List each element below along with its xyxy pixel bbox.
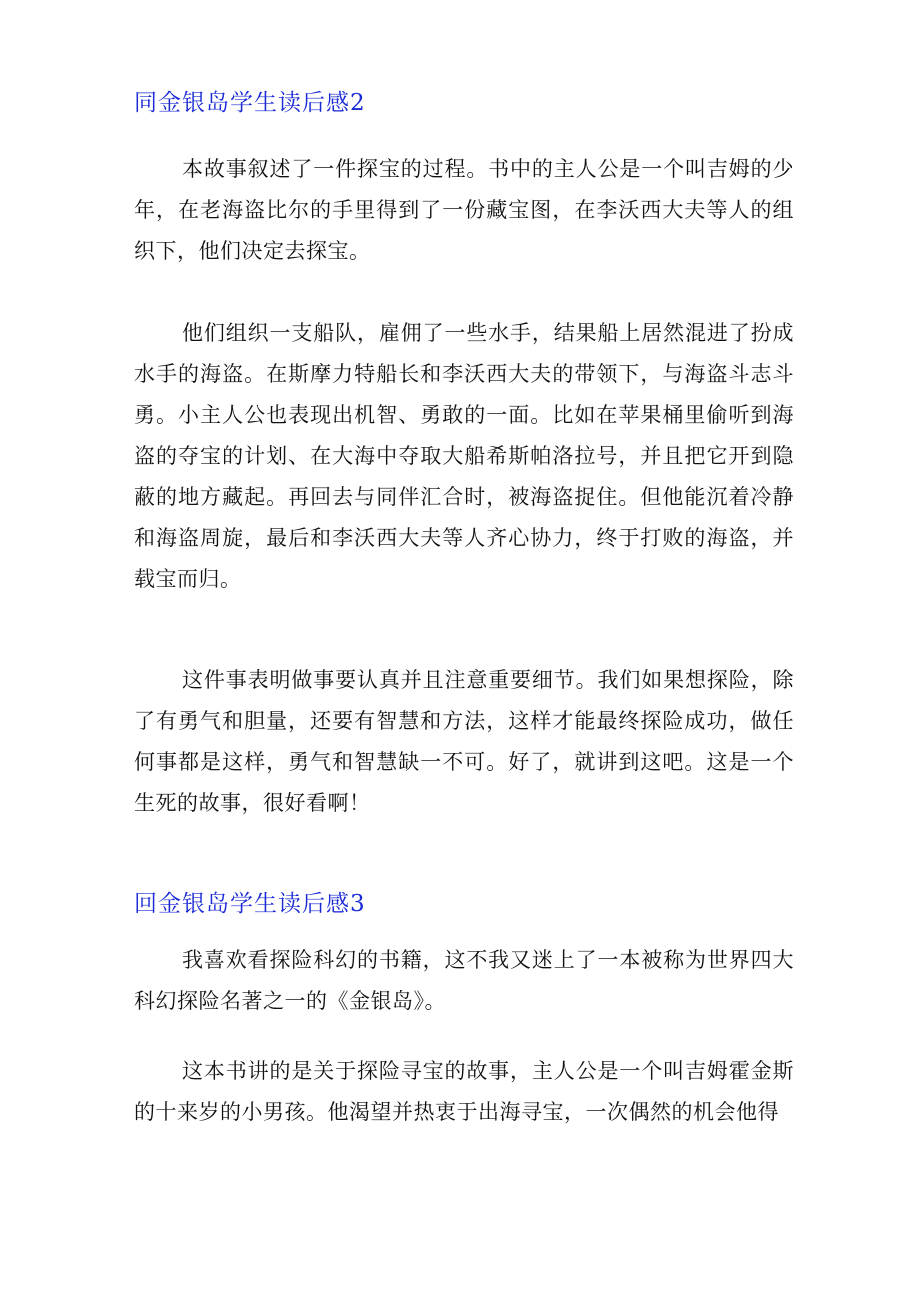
section-heading: 同金银岛学生读后感2 bbox=[134, 90, 366, 116]
paragraph: 这本书讲的是关于探险寻宝的故事，主人公是一个叫吉姆霍金斯的十来岁的小男孩。他渴望并热衷于出海寻宝，一次偶然的机会他得 bbox=[134, 1059, 794, 1124]
paragraph: 本故事叙述了一件探宝的过程。书中的主人公是一个叫吉姆的少年，在老海盗比尔的手里得到了一份藏宝图，在李沃西大夫等人的组织下，他们决定去探宝。 bbox=[134, 157, 794, 263]
section-heading: 回金银岛学生读后感3 bbox=[134, 891, 366, 917]
paragraph: 他们组织一支船队，雇佣了一些水手，结果船上居然混进了扮成水手的海盗。在斯摩力特船长和李沃西大夫的带领下，与海盗斗志斗勇。小主人公也表现出机智、勇敢的一面。比如在苹果桶里偷听到海盗的夺宝的计划、在大海中夺取大船希斯帕洛拉号，并且把它开到隐蔽的地方藏起。再回去与同伴汇合时，被海盗捉住。但他能沉着冷静和海盗周旋，最后和李沃西大夫等人齐心协力，终于打败的海盗，并载宝而归。 bbox=[134, 321, 794, 591]
paragraph: 我喜欢看探险科幻的书籍，这不我又迷上了一本被称为世界四大科幻探险名著之一的《金银岛》。 bbox=[134, 948, 794, 1013]
paragraph: 这件事表明做事要认真并且注意重要细节。我们如果想探险，除了有勇气和胆量，还要有智慧和方法，这样才能最终探险成功，做任何事都是这样，勇气和智慧缺一不可。好了，就讲到这吧。这是一个生死的故事，很好看啊！ bbox=[134, 668, 794, 815]
